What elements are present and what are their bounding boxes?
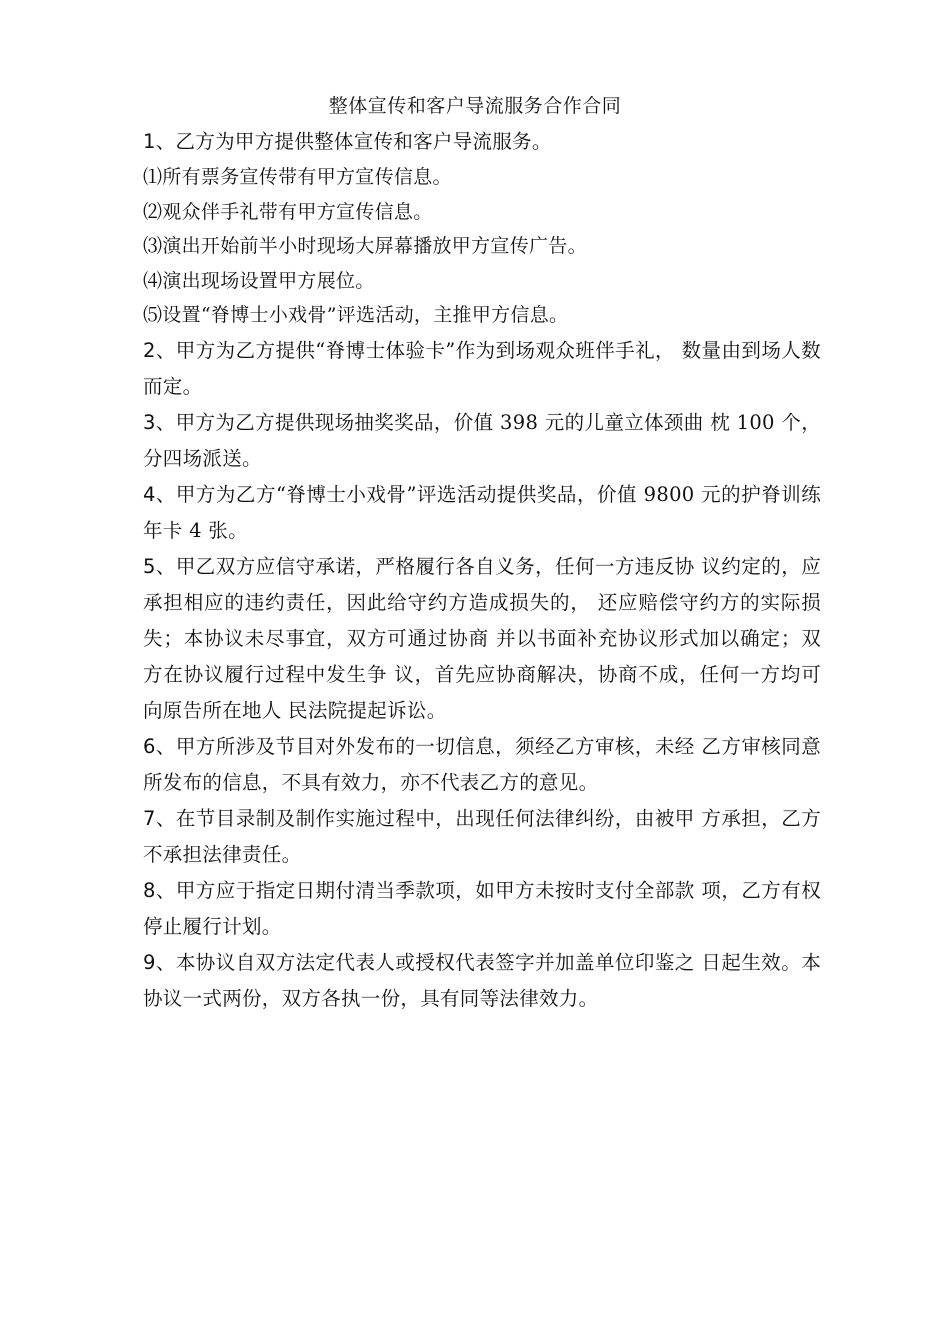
- clause-text: 、本协议自双方法定代表人或授权代表签字并加盖单位印鉴之 日起生效。本协议一式两份，双方各执一份，具有同等法律效力。: [143, 950, 821, 1010]
- clause-number: 3: [143, 410, 156, 434]
- sub-item-4: ⑷演出现场设置甲方展位。: [143, 269, 375, 292]
- clause-text: 、甲方为乙方提供现场抽奖奖品，价值 398 元的儿童立体颈曲 枕 100 个，分四场派送。: [143, 410, 821, 470]
- clause-text: 、甲方所涉及节目对外发布的一切信息，须经乙方审核，未经 乙方审核同意所发布的信息，不具有效力，亦不代表乙方的意见。: [143, 734, 821, 794]
- clause-1: [143, 124, 821, 160]
- clause-3: [143, 405, 821, 477]
- sub-item-3: ⑶演出开始前半小时现场大屏幕播放甲方宣传广告。: [143, 235, 587, 257]
- clause-5: [143, 549, 821, 729]
- clause-text: 、在节目录制及制作实施过程中，出现任何法律纠纷，由被甲 方承担，乙方不承担法律责任。: [143, 806, 821, 866]
- clause-number: 6: [143, 734, 156, 758]
- clause-2: [143, 333, 821, 405]
- clause-text: 、甲方为乙方提供“脊博士体验卡”作为到场观众班伴手礼， 数量由到场人数而定。: [143, 338, 821, 398]
- clause-9: [143, 945, 821, 1017]
- clause-number: 4: [143, 482, 156, 506]
- clause-number: 5: [143, 554, 156, 578]
- sub-item-5: ⑸设置“脊博士小戏骨”评选活动，主推甲方信息。: [143, 304, 569, 326]
- clause-number: 9: [143, 950, 156, 974]
- clause-8: [143, 873, 821, 945]
- sub-item-2: ⑵观众伴手礼带有甲方宣传信息。: [143, 200, 433, 223]
- clause-number: 2: [143, 338, 156, 362]
- clause-text: 、甲乙双方应信守承诺，严格履行各自义务，任何一方违反协 议约定的，应承担相应的违约责任，因此给守约方造成损失的， 还应赔偿守约方的实际损失；本协议未尽事宜，双方可通过协商 并以书面补充协议形式加以确定；双方在协议履行过程中发生争 议，首先应协商解决，协商不成，任何一方均可向原告所在地人 民法院提起诉讼。: [143, 554, 821, 722]
- clause-4: [143, 477, 821, 549]
- clause-text: 、乙方为甲方提供整体宣传和客户导流服务。: [155, 130, 552, 153]
- sub-item-1: ⑴所有票务宣传带有甲方宣传信息。: [143, 166, 452, 188]
- document-body: [143, 124, 821, 1017]
- clause-number: 1: [143, 130, 156, 153]
- clause-number: 8: [143, 878, 156, 902]
- clause-6: [143, 729, 821, 801]
- document-title: 整体宣传和客户导流服务合作合同: [328, 95, 622, 117]
- clause-7: [143, 801, 821, 873]
- clause-text: 、甲方为乙方“脊博士小戏骨”评选活动提供奖品，价值 9800 元的护脊训练年卡 4 张。: [143, 482, 821, 542]
- clause-text: 、甲方应于指定日期付清当季款项，如甲方未按时支付全部款 项，乙方有权停止履行计划。: [143, 878, 821, 938]
- clause-number: 7: [143, 806, 156, 830]
